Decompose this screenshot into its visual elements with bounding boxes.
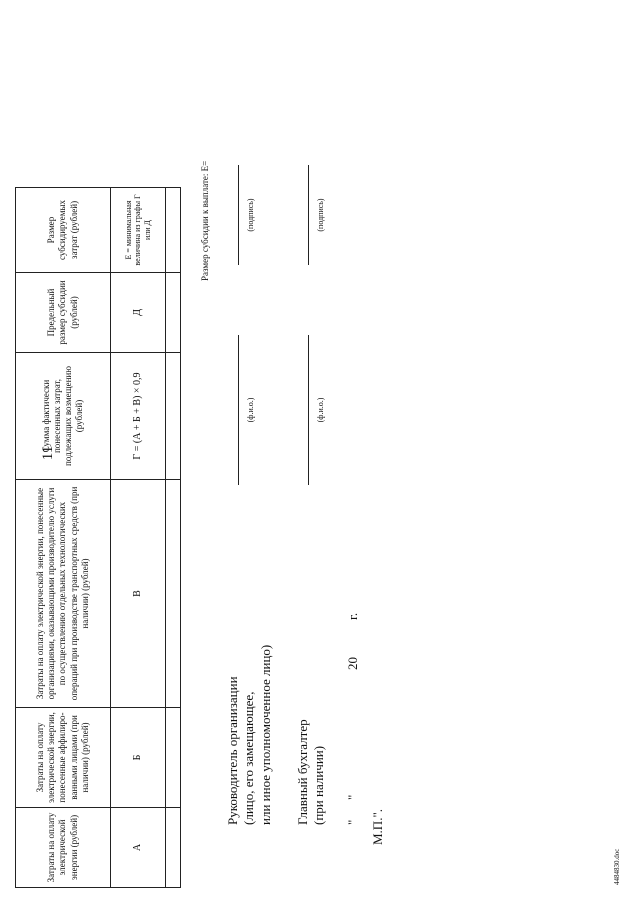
header-cell: Затраты на оплату электрической энергии (рублей) <box>16 808 111 888</box>
head-signature-line <box>238 165 239 265</box>
head-role-label <box>225 645 274 825</box>
header-cell: Сумма фактически понесенных затрат, подлежащих возмещению (рублей) <box>16 353 111 480</box>
empty-cell <box>166 273 181 353</box>
header-cell: Предельный размер субсидии (рублей) <box>16 273 111 353</box>
role-line: или иное уполномоченное лицо) <box>257 644 273 825</box>
header-cell: Затраты на оплату электрической энергии, понесенные аффилиро-ванными лицами (при наличии) (рублей) <box>16 708 111 808</box>
role-line: Главный бухгалтер <box>295 719 310 825</box>
table-empty-row <box>166 188 181 888</box>
date-quote-close: " <box>345 794 360 800</box>
subsidy-payment-label: Размер субсидии к выплате: Е= <box>200 160 210 281</box>
table-code-row <box>111 188 166 888</box>
header-cell: Размер субсидируемых затрат (рублей) <box>16 188 111 273</box>
code-cell: Е = минимальная величина из графы Г или Д <box>111 188 166 273</box>
empty-cell <box>166 188 181 273</box>
head-fio-line <box>238 335 239 485</box>
table-header-row <box>16 188 111 888</box>
date-year-prefix: 20 <box>345 657 360 670</box>
header-cell: Затраты на оплату электрической энергии, понесенные организациями, оказывающими производителю услуги по осуществлению отдельных технологических операций при производстве транспортных средств (при наличии) (рублей) <box>16 480 111 708</box>
code-cell: Г = (А + Б + В) × 0,9 <box>111 353 166 480</box>
document-id: 4484830.doc <box>613 848 621 885</box>
empty-cell <box>166 708 181 808</box>
code-cell: Д <box>111 273 166 353</box>
empty-cell <box>166 353 181 480</box>
accountant-fio-line <box>308 335 309 485</box>
accountant-signature-line <box>308 165 309 265</box>
role-line: (при наличии) <box>311 745 327 825</box>
stamp-label: М.П.". <box>370 808 385 845</box>
accountant-role-label <box>295 719 328 825</box>
page-number: 11 <box>40 445 56 461</box>
head-fio-caption: (ф.и.о.) <box>246 397 255 423</box>
date-year-suffix: г. <box>345 612 360 620</box>
accountant-fio-caption: (ф.и.о.) <box>316 397 325 423</box>
role-line: (лицо, его замещающее, <box>241 691 257 825</box>
head-signature-caption: (подпись) <box>246 198 255 232</box>
code-cell: В <box>111 480 166 708</box>
code-cell: Б <box>111 708 166 808</box>
empty-cell <box>166 480 181 708</box>
subsidy-table <box>15 187 181 888</box>
accountant-signature-caption: (подпись) <box>316 198 325 232</box>
date-quote-open: " <box>345 819 360 825</box>
role-line: Руководитель организации <box>225 676 240 825</box>
empty-cell <box>166 808 181 888</box>
date-line <box>345 565 365 865</box>
code-cell: А <box>111 808 166 888</box>
